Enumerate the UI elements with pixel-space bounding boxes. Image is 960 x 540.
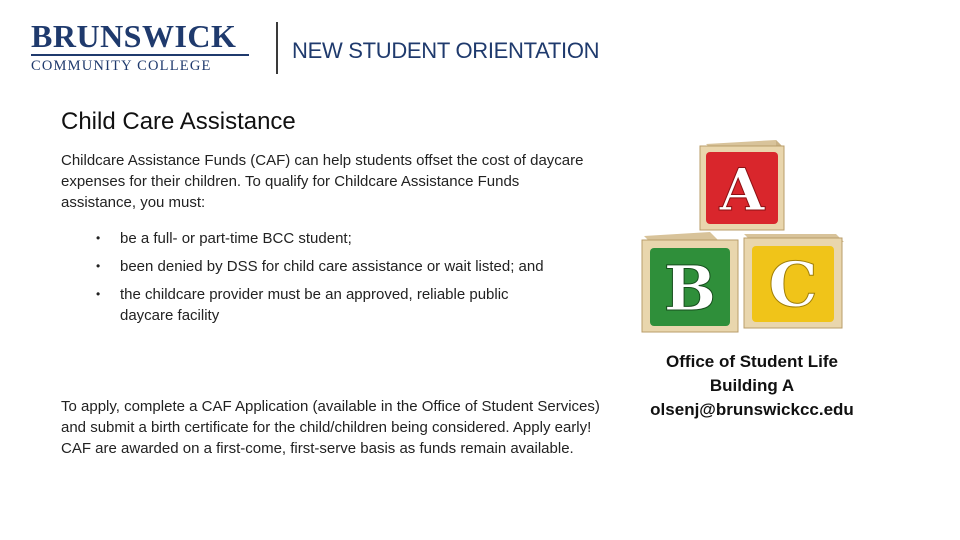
requirements-list: [96, 228, 566, 333]
bullet-icon: •: [96, 259, 101, 273]
list-item: [96, 284, 566, 326]
list-item: [96, 256, 566, 277]
college-logo: [31, 20, 253, 76]
block-c: [744, 234, 844, 328]
logo-wordmark: BRUNSWICK: [31, 18, 237, 54]
logo-rule: [31, 54, 249, 56]
intro-paragraph: Childcare Assistance Funds (CAF) can help students offset the cost of daycare expenses for their children. To qualify for Childcare Assistance Funds assistance, you must:: [61, 152, 584, 211]
header-divider: [276, 22, 278, 74]
block-b: [642, 232, 738, 332]
header-title: NEW STUDENT ORIENTATION: [292, 38, 600, 63]
block-a-letter: A: [719, 156, 765, 224]
requirement-text: the childcare provider must be an approved, reliable public daycare facility: [120, 286, 509, 324]
block-a: [700, 140, 784, 230]
bullet-icon: •: [96, 287, 101, 301]
abc-blocks-image: [640, 138, 846, 334]
building-name: Building A: [709, 376, 795, 395]
office-name: Office of Student Life: [666, 352, 838, 371]
bullet-icon: •: [96, 231, 101, 245]
page-title: Child Care Assistance: [61, 108, 296, 135]
contact-info: [642, 350, 862, 422]
requirement-text: be a full- or part-time BCC student;: [120, 230, 352, 247]
requirement-text: been denied by DSS for child care assistance or wait listed; and: [120, 258, 544, 275]
apply-paragraph: To apply, complete a CAF Application (available in the Office of Student Services) and submit a birth certificate for the child/children being considered. Apply early! CAF are awarded on a first-come, first-serve basis as funds remain available.: [61, 398, 600, 457]
list-item: [96, 228, 566, 249]
block-c-letter: C: [768, 248, 818, 321]
block-b-letter: B: [663, 252, 717, 325]
contact-email[interactable]: olsenj@brunswickcc.edu: [650, 400, 854, 419]
logo-subtitle: COMMUNITY COLLEGE: [31, 58, 212, 74]
